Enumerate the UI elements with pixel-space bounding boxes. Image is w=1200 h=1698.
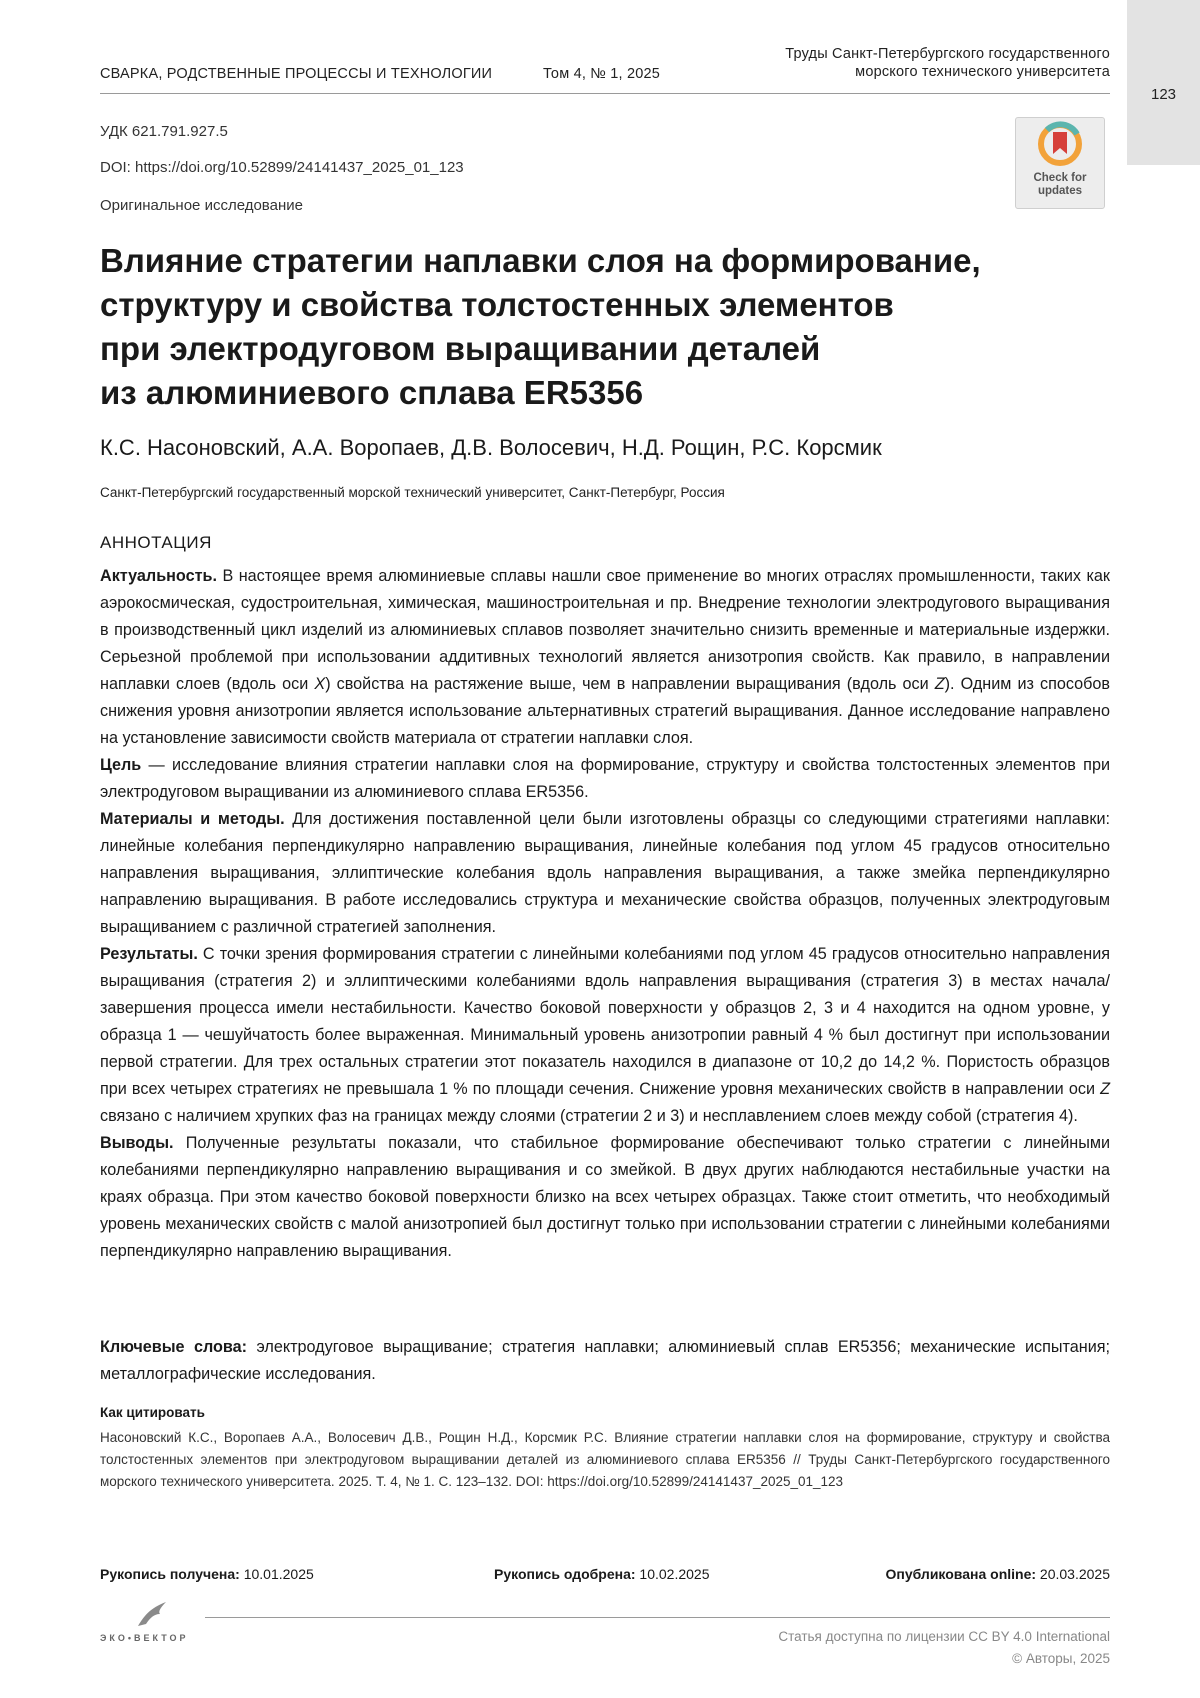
badge-label (1016, 172, 1104, 198)
axis-z: Z (934, 675, 945, 693)
approved-date (494, 1566, 710, 1582)
udc: УДК 621.791.927.5 (100, 123, 228, 140)
published-label: Опубликована online: (885, 1566, 1037, 1582)
aim-text: — исследование влияния стратегии наплавки слоя на формирование, структуру и свойства толстостенных элементов при электродуговом выращивании из алюминиевого сплава ER5356. (100, 756, 1110, 801)
doi-link[interactable]: DOI: https://doi.org/10.52899/24141437_2025_01_123 (100, 159, 464, 176)
results-text-1: С точки зрения формирования стратегии с линейными колебаниями под углом 45 градусов относительно направления выращивания (стратегия 2) и эллиптическими колебаниями вдоль направления выращивания (стратегия 3) в местах начала/завершения процесса имели нестабильности. Качество боковой поверхности у образцов 2, 3 и 4 находится на одном уровне, у образца 1 — чешуйчатость более выраженная. Минимальный уровень анизотропии равный 4 % был достигнут при использовании первой стратегии. Для трех остальных стратегии этот показатель находился в диапазоне от 10,2 до 14,2 %. Пористость образцов при всех четырех стратегиях не превышала 1 % по площади сечения. Снижение уровня механических свойств в направлении оси (100, 945, 1110, 1098)
publisher-name: ЭКО•ВЕКТОР (100, 1633, 189, 1643)
axis-x: X (314, 675, 326, 693)
volume-issue: Том 4, № 1, 2025 (543, 66, 661, 82)
abstract-results (100, 941, 1110, 1130)
abstract-methods (100, 806, 1110, 941)
check-updates-icon (1016, 118, 1104, 174)
published-value: 20.03.2025 (1036, 1566, 1110, 1582)
check-for-updates-badge[interactable] (1015, 117, 1105, 209)
results-label: Результаты. (100, 945, 198, 963)
approved-value: 10.02.2025 (635, 1566, 710, 1582)
abstract-aim (100, 752, 1110, 806)
keywords-label: Ключевые слова: (100, 1338, 248, 1356)
methods-text: Для достижения поставленной цели были изготовлены образцы со следующими стратегиями наплавки: линейные колебания перпендикулярно направлению выращивания, линейные колебания под углом 45 градусов относительно направления выращивания, эллиптические колебания вдоль направления выращивания, а также змейка перпендикулярно направлению выращивания. В работе исследовались структура и механические свойства образцов, полученных электродуговым выращиванием с различной стратегией заполнения. (100, 810, 1110, 936)
received-value: 10.01.2025 (239, 1566, 314, 1582)
keywords-text: электродуговое выращивание; стратегия наплавки; алюминиевый сплав ER5356; механические испытания; металлографические исследования. (100, 1338, 1111, 1383)
affiliation: Санкт-Петербургский государственный морской технический университет, Санкт-Петербург, Россия (100, 485, 725, 500)
citation-text: Насоновский К.С., Воропаев А.А., Волосевич Д.В., Рощин Н.Д., Корсмик Р.С. Влияние стратегии наплавки слоя на формирование, структуру и свойства толстостенных элементов при электродуговом выращивании деталей из алюминиевого сплава ER5356 // Труды Санкт-Петербургского государственного морского технического университета. 2025. Т. 4, № 1. С. 123–132. DOI: https://doi.org/10.52899/24141437_2025_01_123 (100, 1430, 1110, 1489)
journal-section: СВАРКА, РОДСТВЕННЫЕ ПРОЦЕССЫ И ТЕХНОЛОГИИ (100, 66, 493, 82)
badge-label-line2: updates (1037, 185, 1083, 197)
journal-name-line2: морского технического университета (855, 64, 1110, 80)
page-number-tab (1127, 0, 1200, 165)
badge-label-line1: Check for (1033, 172, 1087, 184)
article-title (100, 239, 1000, 415)
title-line4: из алюминиевого сплава ER5356 (100, 374, 644, 411)
abstract-conclusions (100, 1130, 1110, 1265)
footer-divider (205, 1617, 1110, 1618)
title-line3: при электродуговом выращивании деталей (100, 330, 821, 367)
conclusions-label: Выводы. (100, 1134, 174, 1152)
header-divider (100, 93, 1110, 94)
relevance-text-1: В настоящее время алюминиевые сплавы нашли свое применение во многих отраслях промышленности, таких как аэрокосмическая, судостроительная, химическая, машиностроительная и пр. Внедрение технологии электродугового выращивания в производственный цикл изделий из алюминиевых сплавов позволяет значительно снизить временные и материальные издержки. Серьезной проблемой при использовании аддитивных технологий является анизотропия свойств. Как правило, в направлении наплавки слоев (вдоль оси (100, 567, 1110, 693)
journal-name (785, 46, 1110, 80)
methods-label: Материалы и методы. (100, 810, 285, 828)
publisher-logo (100, 1598, 190, 1643)
author-list: К.С. Насоновский, А.А. Воропаев, Д.В. Волосевич, Н.Д. Рощин, Р.С. Корсмик (100, 435, 882, 460)
received-label: Рукопись получена: (100, 1566, 240, 1582)
eco-vector-bird-icon (100, 1598, 190, 1630)
abstract-relevance (100, 563, 1110, 752)
title-line1: Влияние стратегии наплавки слоя на формирование, (100, 242, 981, 279)
page-number: 123 (1150, 86, 1177, 103)
copyright-text: © Авторы, 2025 (1012, 1651, 1110, 1666)
results-axis-z: Z (1100, 1080, 1110, 1098)
results-text-2: связано с наличием хрупких фаз на границах между слоями (стратегии 2 и 3) и несплавлением слоев между собой (стратегия 4). (100, 1107, 1078, 1125)
aim-label: Цель (100, 756, 142, 774)
journal-name-line1: Труды Санкт-Петербургского государственного (785, 46, 1110, 62)
received-date (100, 1566, 314, 1582)
keywords (100, 1334, 1110, 1388)
abstract-body (100, 563, 1110, 1265)
license-text[interactable]: Статья доступна по лицензии CC BY 4.0 International (778, 1629, 1110, 1644)
bird-shape (138, 1602, 166, 1626)
published-date (886, 1566, 1111, 1582)
conclusions-text: Полученные результаты показали, что стабильное формирование обеспечивают только стратегии с линейными колебаниями перпендикулярно направлению выращивания и со змейкой. В двух других наблюдаются нестабильные участки на краях образца. При этом качество боковой поверхности близко на всех четырех образцах. Также стоит отметить, что необходимый уровень механических свойств с малой анизотропией был достигнут только при использовании стратегии с линейными колебаниями перпендикулярно направлению выращивания. (100, 1134, 1110, 1260)
abstract-heading: АННОТАЦИЯ (100, 533, 212, 552)
license-block (778, 1626, 1110, 1670)
bookmark-icon (1053, 132, 1067, 154)
relevance-text-2: ) свойства на растяжение выше, чем в направлении выращивания (вдоль оси (325, 675, 935, 693)
relevance-text-3: ). Одним из способов снижения уровня анизотропии является использование альтернативных стратегий выращивания. Данное исследование направлено на установление зависимости свойств материала от стратегии наплавки слоя. (100, 675, 1110, 747)
relevance-label: Актуальность. (100, 567, 217, 585)
approved-label: Рукопись одобрена: (494, 1566, 636, 1582)
article-type: Оригинальное исследование (100, 197, 303, 214)
citation-heading: Как цитировать (100, 1405, 205, 1420)
title-line2: структуру и свойства толстостенных элементов (100, 286, 894, 323)
